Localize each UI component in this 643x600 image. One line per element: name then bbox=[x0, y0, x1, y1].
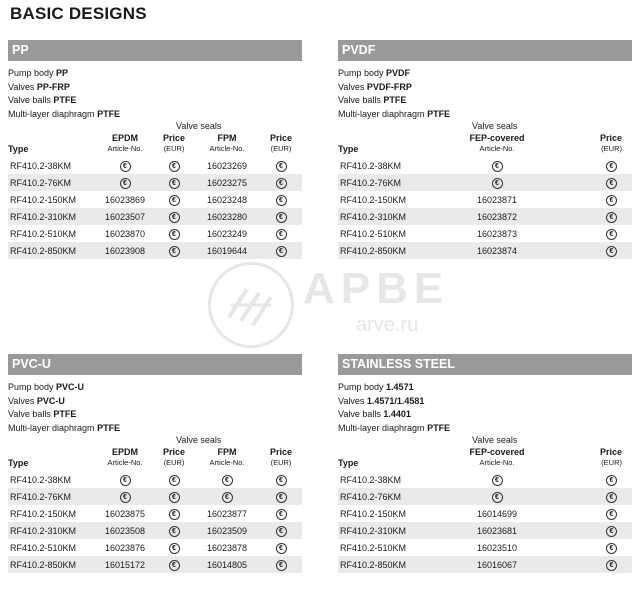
price-icon: € bbox=[492, 161, 503, 172]
col-epdm: EPDM Article-No. bbox=[107, 447, 143, 467]
table-row: RF410.2-76KM € € bbox=[338, 174, 632, 191]
price-icon: € bbox=[492, 492, 503, 503]
price-icon: € bbox=[276, 526, 287, 537]
specs bbox=[338, 67, 632, 121]
price-icon: € bbox=[169, 492, 180, 503]
table-row: RF410.2-150KM 16023871 € bbox=[338, 191, 632, 208]
price-icon: € bbox=[276, 475, 287, 486]
table-row: RF410.2-76KM € € 16023275 € bbox=[8, 174, 302, 191]
table-row: RF410.2-310KM 16023508 € 16023509 € bbox=[8, 522, 302, 539]
price-icon: € bbox=[276, 560, 287, 571]
section-header: PVDF bbox=[338, 40, 632, 61]
table-row: RF410.2-850KM 16023874 € bbox=[338, 242, 632, 259]
col-type: Type bbox=[338, 458, 359, 468]
watermark bbox=[208, 262, 448, 352]
col-epdm: EPDM Article-No. bbox=[107, 133, 143, 153]
spec-line: Multi-layer diaphragm PTFE bbox=[8, 108, 121, 119]
price-icon: € bbox=[492, 475, 503, 486]
section-header: STAINLESS STEEL bbox=[338, 354, 632, 375]
valve-seals-label: Valve seals bbox=[472, 435, 518, 445]
col-price: Price (EUR) bbox=[269, 447, 293, 467]
col-fpm: FPM Article-No. bbox=[209, 133, 245, 153]
table-row: RF410.2-38KM € € bbox=[338, 471, 632, 488]
section-pvc-u bbox=[8, 354, 302, 573]
spec-line: Multi-layer diaphragm PTFE bbox=[338, 422, 451, 433]
table-row: RF410.2-510KM 16023510 € bbox=[338, 539, 632, 556]
specs bbox=[8, 381, 302, 435]
spec-line: Pump body 1.4571 bbox=[338, 382, 414, 392]
price-icon: € bbox=[276, 195, 287, 206]
price-icon: € bbox=[606, 246, 617, 257]
price-table bbox=[338, 133, 632, 259]
spec-line: Valves 1.4571/1.4581 bbox=[338, 395, 425, 406]
price-table bbox=[338, 447, 632, 573]
price-icon: € bbox=[606, 526, 617, 537]
section-stainless-steel bbox=[338, 354, 632, 573]
spec-line: Multi-layer diaphragm PTFE bbox=[338, 108, 451, 119]
col-price: Price (EUR) bbox=[162, 447, 186, 467]
price-icon: € bbox=[276, 178, 287, 189]
spec-line: Valve balls PTFE bbox=[338, 95, 407, 105]
spec-line: Pump body PP bbox=[8, 68, 69, 78]
spec-line: Valve balls 1.4401 bbox=[338, 409, 411, 419]
col-price: Price (EUR) bbox=[162, 133, 186, 153]
table-row: RF410.2-310KM 16023507 € 16023280 € bbox=[8, 208, 302, 225]
section-header: PP bbox=[8, 40, 302, 61]
price-icon: € bbox=[276, 509, 287, 520]
watermark-url: arve.ru bbox=[356, 314, 419, 336]
table-row: RF410.2-38KM € € € € bbox=[8, 471, 302, 488]
spec-line: Valves PVDF-FRP bbox=[338, 81, 412, 92]
price-icon: € bbox=[606, 475, 617, 486]
price-icon: € bbox=[169, 161, 180, 172]
price-icon: € bbox=[120, 178, 131, 189]
col-fpm: FPM Article-No. bbox=[209, 447, 245, 467]
table-row: RF410.2-310KM 16023872 € bbox=[338, 208, 632, 225]
price-icon: € bbox=[169, 229, 180, 240]
price-icon: € bbox=[169, 560, 180, 571]
col-type: Type bbox=[8, 144, 29, 154]
spec-line: Pump body PVC-U bbox=[8, 382, 85, 392]
price-icon: € bbox=[169, 178, 180, 189]
price-icon: € bbox=[169, 195, 180, 206]
spec-line: Valve balls PTFE bbox=[8, 409, 77, 419]
price-icon: € bbox=[606, 161, 617, 172]
price-icon: € bbox=[276, 229, 287, 240]
price-icon: € bbox=[606, 560, 617, 571]
price-icon: € bbox=[169, 509, 180, 520]
price-icon: € bbox=[120, 475, 131, 486]
price-icon: € bbox=[606, 543, 617, 554]
price-icon: € bbox=[169, 212, 180, 223]
price-icon: € bbox=[222, 492, 233, 503]
price-icon: € bbox=[606, 178, 617, 189]
valve-seals-label: Valve seals bbox=[472, 121, 518, 131]
price-icon: € bbox=[276, 212, 287, 223]
price-icon: € bbox=[606, 492, 617, 503]
col-type: Type bbox=[338, 144, 359, 154]
col-price: Price (EUR) bbox=[269, 133, 293, 153]
table-row: RF410.2-510KM 16023873 € bbox=[338, 225, 632, 242]
price-icon: € bbox=[169, 475, 180, 486]
table-row: RF410.2-76KM € € bbox=[338, 488, 632, 505]
price-icon: € bbox=[169, 543, 180, 554]
watermark-logo-icon bbox=[208, 262, 294, 348]
table-row: RF410.2-850KM 16015172 € 16014805 € bbox=[8, 556, 302, 573]
price-table bbox=[8, 447, 302, 573]
price-icon: € bbox=[120, 161, 131, 172]
table-row: RF410.2-310KM 16023681 € bbox=[338, 522, 632, 539]
col-fep: FEP-covered Article-No. bbox=[469, 447, 525, 467]
price-icon: € bbox=[606, 229, 617, 240]
price-icon: € bbox=[606, 509, 617, 520]
section-header: PVC-U bbox=[8, 354, 302, 375]
table-row: RF410.2-150KM 16014699 € bbox=[338, 505, 632, 522]
table-row: RF410.2-510KM 16023876 € 16023878 € bbox=[8, 539, 302, 556]
table-row: RF410.2-38KM € € bbox=[338, 157, 632, 174]
col-price: Price (EUR) bbox=[599, 133, 622, 153]
price-icon: € bbox=[120, 492, 131, 503]
table-row: RF410.2-150KM 16023869 € 16023248 € bbox=[8, 191, 302, 208]
price-icon: € bbox=[276, 161, 287, 172]
page-title: BASIC DESIGNS bbox=[10, 4, 147, 23]
price-table bbox=[8, 133, 302, 259]
table-row: RF410.2-850KM 16016067 € bbox=[338, 556, 632, 573]
price-icon: € bbox=[276, 246, 287, 257]
spec-line: Valve balls PTFE bbox=[8, 95, 77, 105]
col-fep: FEP-covered Article-No. bbox=[469, 133, 525, 153]
col-price: Price (EUR) bbox=[599, 447, 622, 467]
table-row: RF410.2-510KM 16023870 € 16023249 € bbox=[8, 225, 302, 242]
table-row: RF410.2-38KM € € 16023269 € bbox=[8, 157, 302, 174]
spec-line: Valves PVC-U bbox=[8, 395, 65, 406]
price-icon: € bbox=[222, 475, 233, 486]
valve-seals-label: Valve seals bbox=[176, 435, 222, 445]
price-icon: € bbox=[276, 492, 287, 503]
table-row: RF410.2-150KM 16023875 € 16023877 € bbox=[8, 505, 302, 522]
price-icon: € bbox=[606, 195, 617, 206]
price-icon: € bbox=[169, 246, 180, 257]
specs bbox=[338, 381, 632, 435]
watermark-text: АРВЕ bbox=[303, 264, 450, 313]
price-icon: € bbox=[492, 178, 503, 189]
specs bbox=[8, 67, 302, 121]
price-icon: € bbox=[276, 543, 287, 554]
valve-seals-label: Valve seals bbox=[176, 121, 222, 131]
spec-line: Valves PP-FRP bbox=[8, 81, 70, 92]
col-type: Type bbox=[8, 458, 29, 468]
price-icon: € bbox=[169, 526, 180, 537]
spec-line: Multi-layer diaphragm PTFE bbox=[8, 422, 121, 433]
table-row: RF410.2-850KM 16023908 € 16019644 € bbox=[8, 242, 302, 259]
section-pp bbox=[8, 40, 302, 259]
spec-line: Pump body PVDF bbox=[338, 68, 411, 78]
table-row: RF410.2-76KM € € € € bbox=[8, 488, 302, 505]
section-pvdf bbox=[338, 40, 632, 259]
price-icon: € bbox=[606, 212, 617, 223]
